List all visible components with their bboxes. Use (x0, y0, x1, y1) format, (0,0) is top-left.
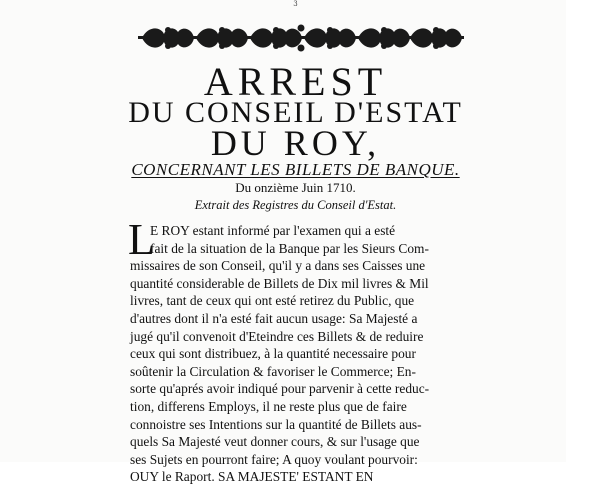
page-number: 3 (293, 0, 298, 8)
body-line: missaires de son Conseil, qu'il y a dans ses Caisses une (130, 258, 426, 274)
page-margin (566, 0, 591, 462)
body-line: jugé qu'il convenoit d'Eteindre ces Billets & de reduire (130, 328, 424, 344)
body-line: ses Sujets en pourront faire; A quoy voulant pourvoir: (130, 451, 418, 467)
body-line: sorte qu'aprés avoir indiqué pour parvenir à cette reduc- (130, 381, 430, 397)
decorative-ornament-band (138, 24, 464, 52)
body-line: quantité considerable de Billets de Dix mil livres & Mil (130, 275, 429, 291)
body-line: E ROY estant informé par l'examen qui a esté (150, 223, 396, 238)
title-du-roy: DU ROY, (210, 123, 381, 163)
subject-heading (0, 160, 591, 180)
body-line: d'autres dont il n'a esté fait aucun usage: Sa Majesté a (130, 310, 418, 326)
body-line: livres, tant de ceux qui ont esté retirez du Public, que (130, 293, 415, 309)
body-line: fait de la situation de la Banque par les Sieurs Com- (150, 240, 429, 256)
body-line: soûtenir la Circulation & favoriser le Commerce; En- (130, 363, 416, 379)
title-du-conseil: DU CONSEIL D'ESTAT (128, 96, 463, 129)
drop-cap-letter: L (128, 215, 155, 264)
extract-line: Extrait des Registres du Conseil d'Estat. (194, 198, 397, 212)
body-line: quels Sa Majesté veut donner cours, & sur l'usage que (130, 434, 420, 450)
body-line: connoistre ses Intentions sur la quantité de Billets aus- (130, 416, 422, 432)
body-line: tion, differens Employs, il ne reste plus que de faire (130, 398, 407, 414)
body-line: ceux qui sont distribuez, à la quantité necessaire pour (130, 346, 416, 362)
date-line: Du onzième Juin 1710. (235, 180, 356, 195)
body-line: OUY le Raport. SA MAJESTE' ESTANT EN (130, 469, 374, 485)
body-paragraph (130, 222, 570, 486)
title-arrest: ARREST (203, 59, 388, 104)
subject-text: CONCERNANT LES BILLETS DE BANQUE. (131, 160, 460, 179)
